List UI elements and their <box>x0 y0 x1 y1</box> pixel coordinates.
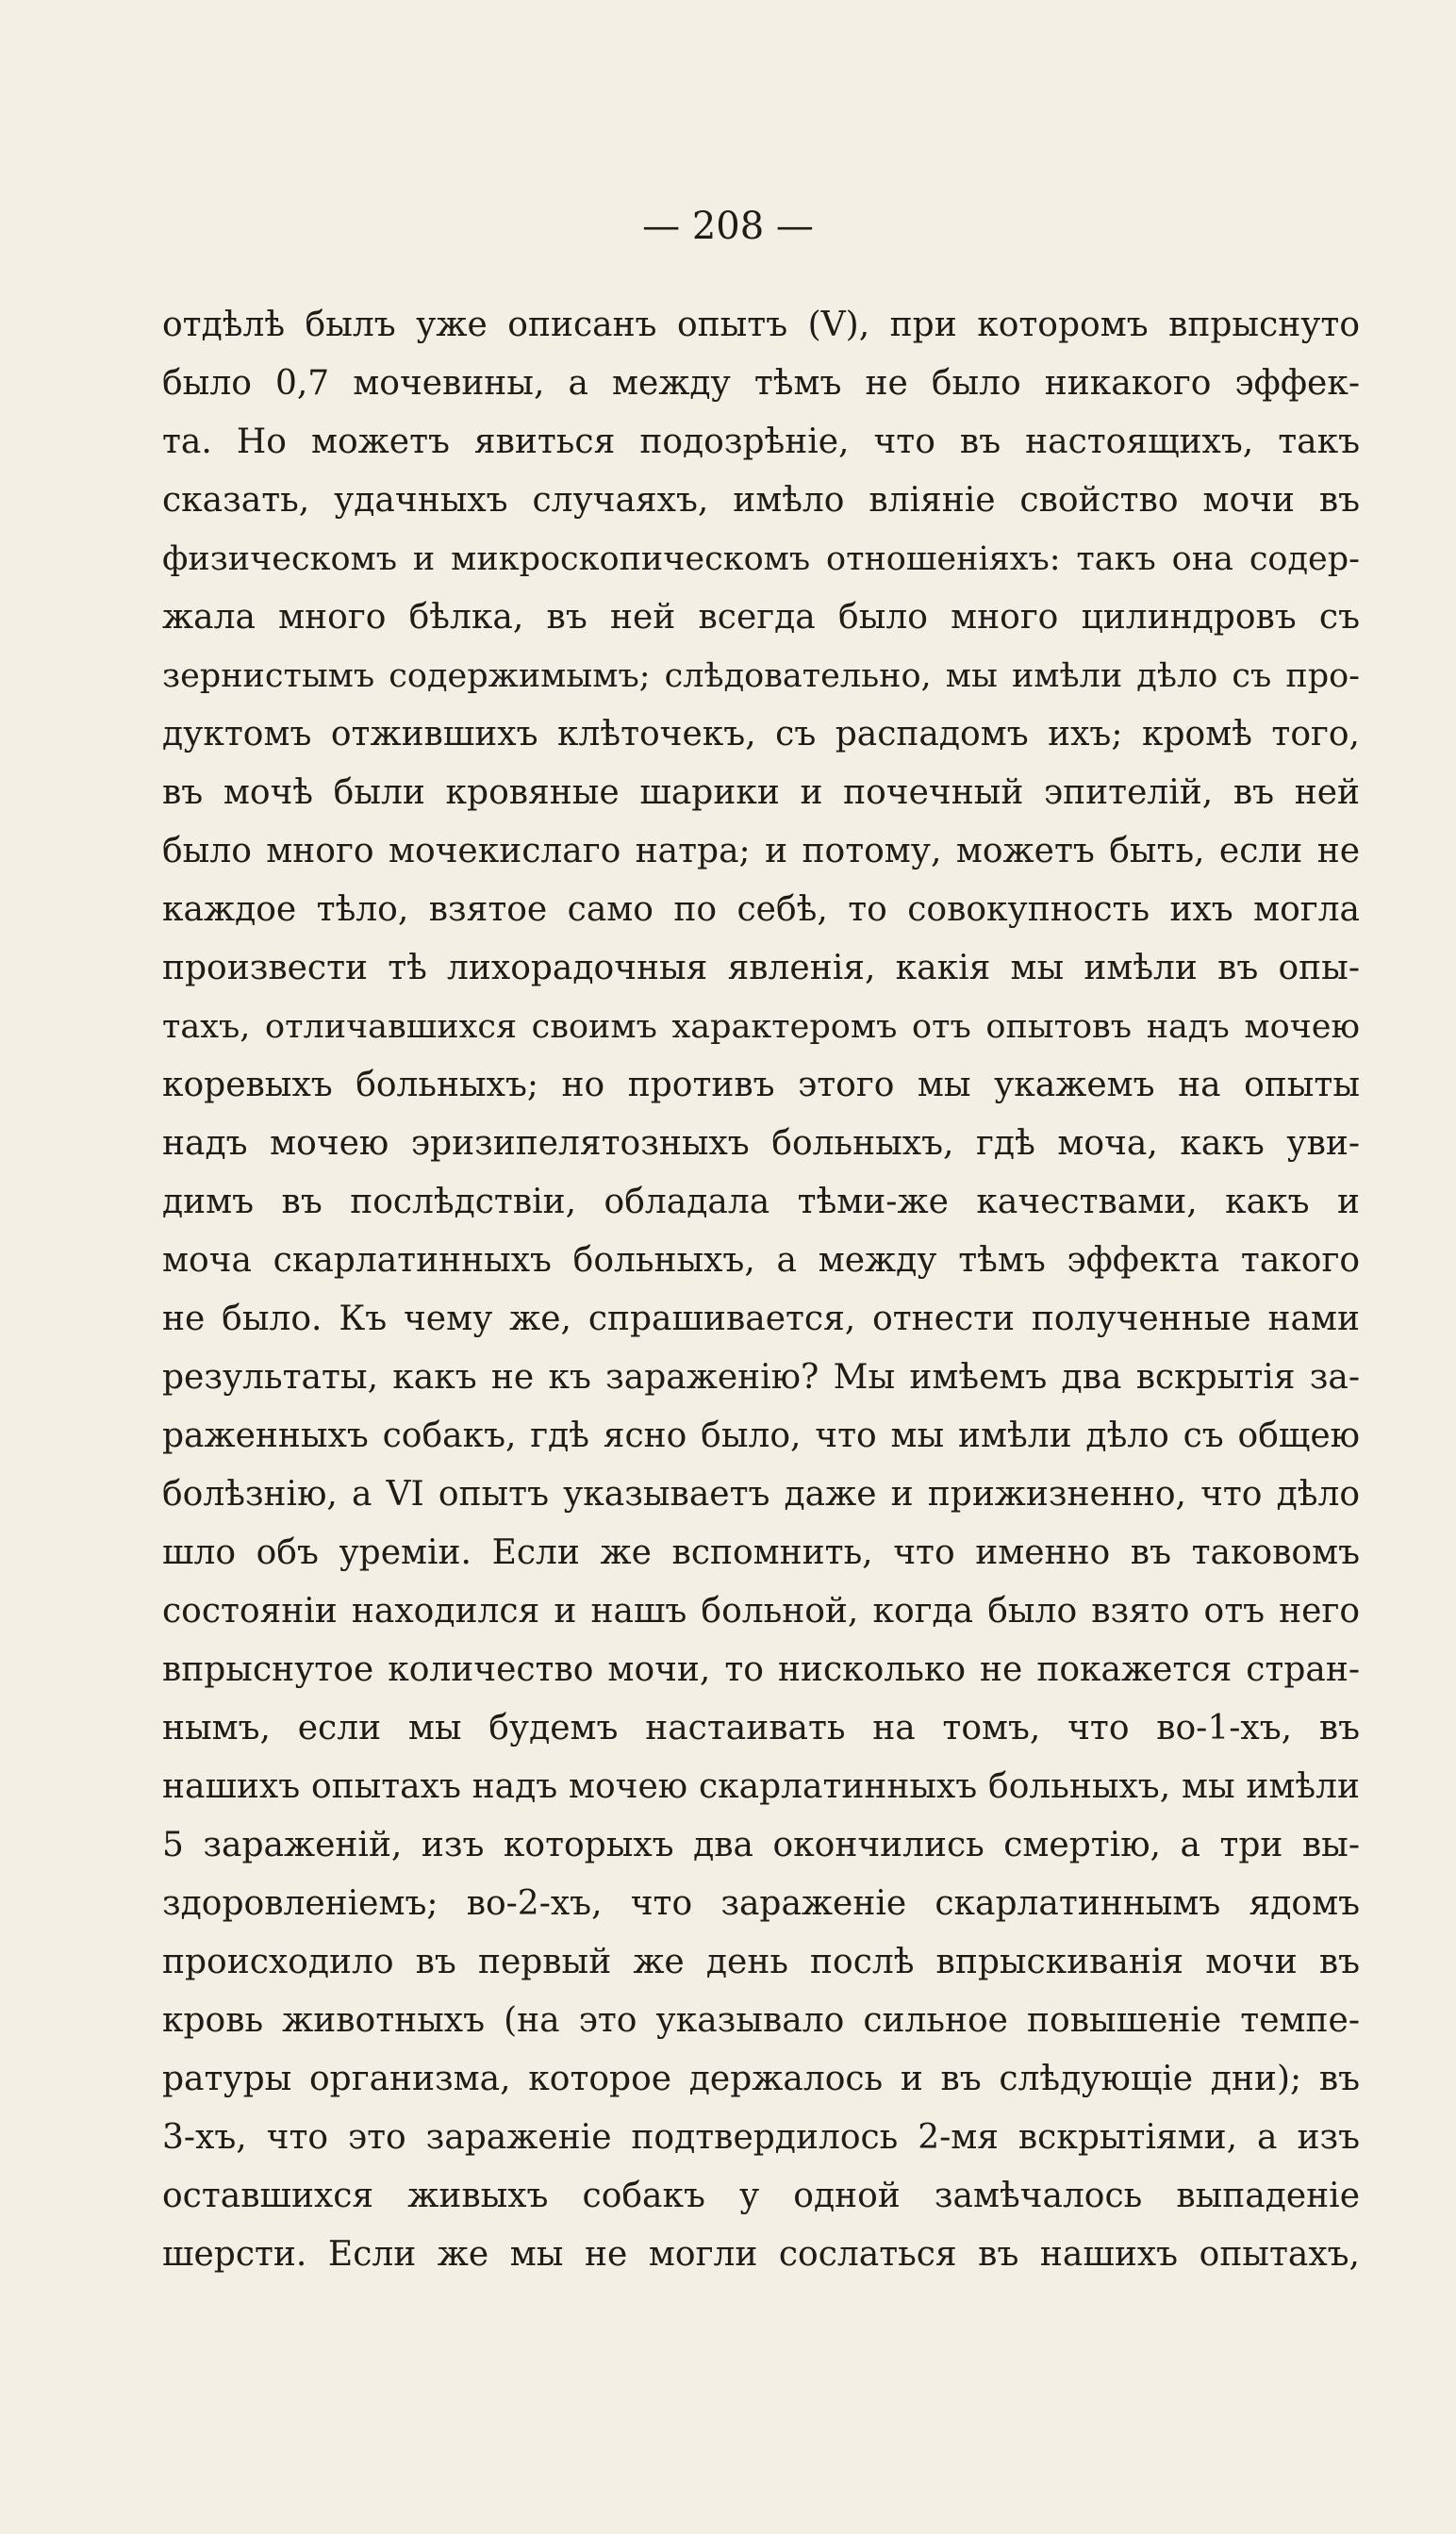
text-line: раженныхъ собакъ, гдѣ ясно было, что мы имѣли дѣло съ общею <box>162 1416 1360 1455</box>
text-line: оставшихся живыхъ собакъ у одной замѣчалось выпаденіе <box>162 2177 1360 2215</box>
text-line: коревыхъ больныхъ; но противъ этого мы укажемъ на опыты <box>162 1066 1360 1104</box>
text-line: та. Но можетъ явиться подозрѣніе, что въ настоящихъ, такъ <box>162 422 1360 461</box>
text-line: шло объ уремiи. Если же вспомнить, что именно въ таковомъ <box>162 1533 1360 1572</box>
text-line: тахъ, отличавшихся своимъ характеромъ отъ опытовъ надъ мочею <box>162 1008 1360 1046</box>
text-line: было много мочекислаго натра; и потому, можетъ быть, если не <box>162 832 1360 870</box>
text-line: кровь животныхъ (на это указывало сильное повышеніе темпе- <box>162 2001 1360 2040</box>
page-number: — 208 — <box>642 205 814 248</box>
text-line: физическомъ и микроскопическомъ отношеніяхъ: такъ она содер- <box>162 540 1360 578</box>
text-line: жала много бѣлка, въ ней всегда было много цилиндровъ съ <box>162 598 1360 637</box>
text-line: не было. Къ чему же, спрашивается, отнести полученные нами <box>162 1300 1360 1338</box>
text-line: моча скарлатинныхъ больныхъ, а между тѣмъ эффекта такого <box>162 1241 1360 1280</box>
text-line: результаты, какъ не къ зараженію? Мы имѣемъ два вскрытія за- <box>162 1358 1360 1397</box>
text-line: сказать, удачныхъ случаяхъ, имѣло вліяніе свойство мочи въ <box>162 481 1360 520</box>
text-line: каждое тѣло, взятое само по себѣ, то совокупность ихъ могла <box>162 890 1360 929</box>
text-line: зернистымъ содержимымъ; слѣдовательно, мы имѣли дѣло съ про- <box>162 657 1360 695</box>
text-line: нымъ, если мы будемъ настаивать на томъ, что во-1-хъ, въ <box>162 1709 1360 1747</box>
text-line: здоровленіемъ; во-2-хъ, что зараженіе скарлатиннымъ ядомъ <box>162 1884 1360 1923</box>
text-line: впрыснутое количество мочи, то нисколько не покажется стран- <box>162 1650 1360 1689</box>
text-line: 3-хъ, что это зараженіе подтвердилось 2-мя вскрытіями, а изъ <box>162 2118 1360 2157</box>
text-line: ратуры организма, которое держалось и въ слѣдующіе дни); въ <box>162 2060 1360 2098</box>
text-line: дуктомъ отжившихъ клѣточекъ, съ распадомъ ихъ; кромѣ того, <box>162 715 1360 754</box>
text-line: надъ мочею эризипелятозныхъ больныхъ, гдѣ моча, какъ уви- <box>162 1124 1360 1163</box>
text-line: 5 зараженій, изъ которыхъ два окончились смертію, а три вы- <box>162 1826 1360 1864</box>
text-line: въ мочѣ были кровяные шарики и почечный эпителій, въ ней <box>162 773 1360 812</box>
text-line: происходило въ первый же день послѣ впрыскиванія мочи въ <box>162 1943 1360 1981</box>
text-line: отдѣлѣ былъ уже описанъ опытъ (V), при которомъ впрыснуто <box>162 306 1360 344</box>
body-text <box>162 296 1360 2284</box>
text-line: нашихъ опытахъ надъ мочею скарлатинныхъ больныхъ, мы имѣли <box>162 1767 1360 1806</box>
text-line: димъ въ послѣдствіи, обладала тѣми-же качествами, какъ и <box>162 1183 1360 1221</box>
text-line: было 0,7 мочевины, а между тѣмъ не было никакого эффек- <box>162 364 1360 403</box>
text-line: болѣзнію, а VI опытъ указываетъ даже и прижизненно, что дѣло <box>162 1475 1360 1514</box>
text-line: произвести тѣ лихорадочныя явленія, какія мы имѣли въ опы- <box>162 949 1360 987</box>
text-line: состояніи находился и нашъ больной, когда было взято отъ него <box>162 1592 1360 1631</box>
text-line: шерсти. Если же мы не могли сослаться въ нашихъ опытахъ, <box>162 2235 1360 2274</box>
